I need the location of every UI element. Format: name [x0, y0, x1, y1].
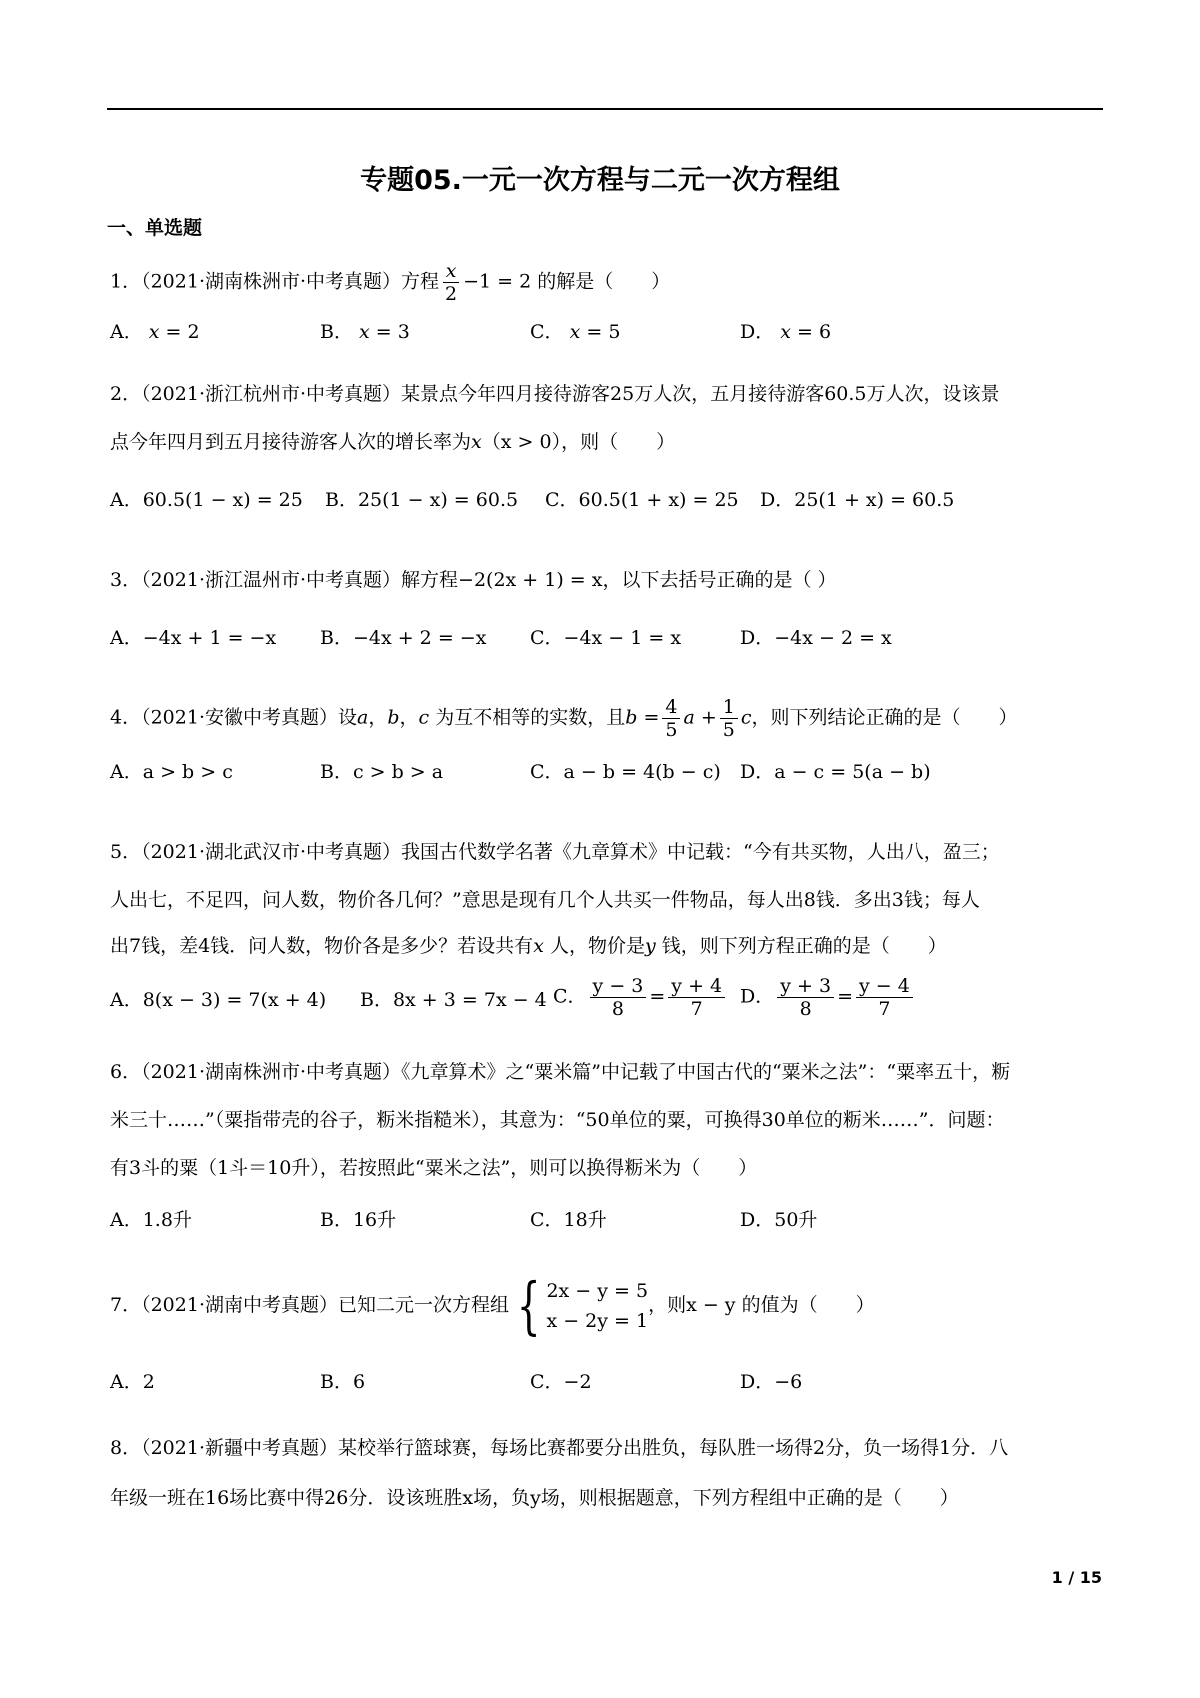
q5-option-a[interactable]: A．8(x − 3) = 7(x + 4) — [110, 989, 327, 1011]
q3-option-b[interactable]: B．−4x + 2 = −x — [320, 627, 487, 649]
question-5-line-1: 5．（2021·湖北武汉市·中考真题）我国古代数学名著《九章算术》中记载：“今有共买物，人出八，盈三； — [110, 841, 1000, 863]
section-heading: 一、单选题 — [107, 217, 203, 239]
header-rule — [107, 108, 1103, 110]
question-6-line-1: 6．（2021·湖南株洲市·中考真题）《九章算术》之“粟米篇”中记载了中国古代的“粟米之法”：“粟率五十，粝 — [110, 1061, 1011, 1083]
q7-option-d[interactable]: D．−6 — [740, 1371, 803, 1393]
question-2-line-1: 2．（2021·浙江杭州市·中考真题）某景点今年四月接待游客25万人次，五月接待游客60.5万人次，设该景 — [110, 383, 1000, 405]
q6-option-a[interactable]: A．1.8升 — [110, 1209, 192, 1231]
question-3: 3．（2021·浙江温州市·中考真题）解方程−2(2x + 1) = x，以下去括号正确的是（ ） — [110, 569, 837, 591]
q3-option-d[interactable]: D．−4x − 2 = x — [740, 627, 892, 649]
q1-option-b[interactable]: B． x = 3 — [320, 321, 410, 343]
page-title: 专题05.一元一次方程与二元一次方程组 — [360, 165, 840, 196]
question-8-line-2: 年级一班在16场比赛中得26分．设该班胜x场，负y场，则根据题意，下列方程组中正确的是（ ） — [110, 1487, 959, 1509]
q2-option-b[interactable]: B．25(1 − x) = 60.5 — [325, 489, 519, 511]
q6-option-c[interactable]: C．18升 — [530, 1209, 607, 1231]
q7-option-b[interactable]: B．6 — [320, 1371, 366, 1393]
q5-option-b[interactable]: B．8x + 3 = 7x − 4 — [360, 989, 547, 1011]
q3-equation: −2(2x + 1) = x — [458, 569, 603, 591]
q1-option-d[interactable]: D． x = 6 — [740, 321, 832, 343]
question-6-line-3: 有3斗的粟（1斗＝10升），若按照此“粟米之法”，则可以换得粝米为（ ） — [110, 1157, 758, 1179]
question-5-line-2: 人出七，不足四，问人数，物价各几何？”意思是现有几个人共买一件物品，每人出8钱．多出3钱；每人 — [110, 889, 980, 911]
q1-option-c[interactable]: C． x = 5 — [530, 321, 621, 343]
question-4: 4．（2021·安徽中考真题）设a，b，c 为互不相等的实数，且b = $\frac{4}{5}$ a + $\frac{1}{5}$ c，则下列结论正确的是（ ） — [110, 696, 1018, 741]
q5-option-d[interactable]: D． $\frac{y + 3}{8}$ = $\frac{y - 4}{7}$ — [740, 975, 916, 1020]
question-6-line-2: 米三十……”（粟指带壳的谷子，粝米指糙米），其意为：“50单位的粟，可换得30单位的粝米……”．问题： — [110, 1109, 1005, 1131]
q4-option-c[interactable]: C．a − b = 4(b − c) — [530, 761, 721, 783]
q1-fraction: $\frac{x}{2}$ — [442, 260, 460, 305]
q2-option-c[interactable]: C．60.5(1 + x) = 25 — [545, 489, 739, 511]
q4-option-b[interactable]: B．c > b > a — [320, 761, 444, 783]
q6-option-b[interactable]: B．16升 — [320, 1209, 397, 1231]
q2-option-d[interactable]: D．25(1 + x) = 60.5 — [760, 489, 955, 511]
question-7: 7．（2021·湖南中考真题）已知二元一次方程组 { 2x − y = 5 x − 2y = 1 ，则x − y 的值为（ ） — [110, 1269, 875, 1342]
q1-option-a[interactable]: A． x = 2 — [110, 321, 200, 343]
q2-option-a[interactable]: A．60.5(1 − x) = 25 — [110, 489, 303, 511]
question-1: 1．（2021·湖南株洲市·中考真题）方程 $\frac{x}{2}$ −1 = 2 的解是（ ） — [110, 260, 671, 305]
q4-option-a[interactable]: A．a > b > c — [110, 761, 233, 783]
page-number: 1 / 15 — [1051, 1568, 1102, 1587]
question-2-line-2: 点今年四月到五月接待游客人次的增长率为x（x > 0），则（ ） — [110, 431, 676, 453]
question-5-line-3: 出7钱，差4钱．问人数，物价各是多少？若设共有x 人，物价是y 钱，则下列方程正确的是（ ） — [110, 935, 947, 957]
q7-option-a[interactable]: A．2 — [110, 1371, 155, 1393]
q6-option-d[interactable]: D．50升 — [740, 1209, 818, 1231]
question-8-line-1: 8．（2021·新疆中考真题）某校举行篮球赛，每场比赛都要分出胜负，每队胜一场得2分，负一场得1分．八 — [110, 1437, 1009, 1459]
q7-equation-system: { 2x − y = 5 x − 2y = 1 — [516, 1269, 649, 1342]
q7-option-c[interactable]: C．−2 — [530, 1371, 592, 1393]
q3-option-a[interactable]: A．−4x + 1 = −x — [110, 627, 277, 649]
q3-option-c[interactable]: C．−4x − 1 = x — [530, 627, 682, 649]
q4-option-d[interactable]: D．a − c = 5(a − b) — [740, 761, 931, 783]
q5-option-c[interactable]: C． $\frac{y - 3}{8}$ = $\frac{y + 4}{7}$ — [553, 975, 728, 1020]
